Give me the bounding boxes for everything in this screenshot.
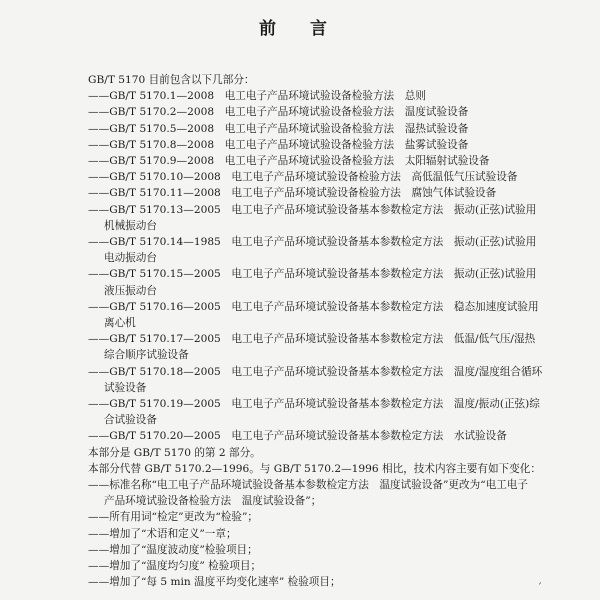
standard-title: 电工电子产品环境试验设备基本参数检定方法 振动(正弦)试验用	[231, 268, 537, 281]
corner-mark: ˊ	[537, 583, 542, 594]
standard-item	[88, 331, 536, 347]
standard-number: ——GB/T 5170.1—2008	[88, 90, 215, 103]
standard-title: 电工电子产品环境试验设备基本参数检定方法 温度/湿度组合循环	[231, 365, 543, 378]
standard-item	[88, 202, 537, 218]
standard-item	[88, 153, 528, 169]
standard-title: 电工电子产品环境试验设备检验方法 盐雾试验设备	[224, 138, 469, 151]
standard-title: 电工电子产品环境试验设备基本参数检定方法 低温/低气压/湿热	[231, 333, 536, 346]
intro-line: GB/T 5170 目前包含以下几部分：	[88, 74, 255, 86]
standard-title: 电工电子产品环境试验设备检验方法 总则	[224, 90, 426, 103]
change-item: ——增加了“每 5 min 温度平均变化速率” 检验项目；	[88, 576, 341, 589]
standard-title: 电工电子产品环境试验设备基本参数检定方法 稳态加速度试验用	[231, 300, 539, 313]
standard-number: ——GB/T 5170.18—2005	[88, 365, 221, 378]
standard-number: ——GB/T 5170.11—2008	[88, 187, 221, 200]
standard-title-continuation: 液压振动台	[104, 284, 157, 297]
standard-item	[88, 104, 528, 120]
standard-item	[88, 396, 540, 412]
standard-title-continuation: 机械振动台	[104, 219, 157, 232]
part-note: 本部分是 GB/T 5170 的第 2 部分。	[88, 446, 261, 459]
standard-number: ——GB/T 5170.20—2005	[88, 430, 221, 443]
standard-item	[88, 185, 528, 201]
page-title: 前 言	[259, 19, 341, 39]
standard-item	[88, 137, 528, 153]
standard-title: 电工电子产品环境试验设备检验方法 太阳辐射试验设备	[224, 155, 490, 168]
standard-number: ——GB/T 5170.5—2008	[88, 122, 215, 135]
standard-item	[88, 299, 539, 315]
standard-item	[88, 266, 537, 282]
standard-title: 电工电子产品环境试验设备基本参数检定方法 温度/振动(正弦)综	[231, 398, 540, 411]
standards-list	[88, 88, 543, 444]
change-item-continuation: 产品环境试验设备检验方法 温度试验设备”；	[104, 495, 322, 508]
standard-number: ——GB/T 5170.2—2008	[88, 106, 215, 119]
standard-title-continuation: 合试验设备	[104, 414, 157, 427]
standard-item	[88, 234, 537, 250]
standard-title-continuation: 离心机	[104, 317, 136, 330]
standard-number: ——GB/T 5170.9—2008	[88, 155, 215, 168]
standard-title: 电工电子产品环境试验设备检验方法 腐蚀气体试验设备	[231, 187, 497, 200]
standard-title: 电工电子产品环境试验设备检验方法 湿热试验设备	[224, 122, 469, 135]
standard-number: ——GB/T 5170.14—1985	[88, 236, 221, 249]
standard-number: ——GB/T 5170.19—2005	[88, 398, 221, 411]
standard-title: 电工电子产品环境试验设备基本参数检定方法 振动(正弦)试验用	[231, 236, 537, 249]
standard-item	[88, 88, 528, 104]
standard-number: ——GB/T 5170.13—2005	[88, 203, 221, 216]
standard-title-continuation: 试验设备	[104, 381, 147, 394]
change-item: ——增加了“术语和定义”一章；	[88, 527, 237, 540]
standard-number: ——GB/T 5170.16—2005	[88, 300, 221, 313]
standard-number: ——GB/T 5170.17—2005	[88, 333, 221, 346]
standard-number: ——GB/T 5170.15—2005	[88, 268, 221, 281]
standard-title: 电工电子产品环境试验设备检验方法 温度试验设备	[224, 106, 469, 119]
change-item: ——标准名称“电工电子产品环境试验设备基本参数检定方法 温度试验设备”更改为“电工电子	[88, 479, 528, 492]
standard-title: 电工电子产品环境试验设备检验方法 高低温低气压试验设备	[231, 171, 518, 184]
standard-number: ——GB/T 5170.10—2008	[88, 171, 221, 184]
change-item: ——所有用词“检定”更改为“检验”；	[88, 511, 258, 524]
standard-title-continuation: 综合顺序试验设备	[104, 349, 189, 362]
standard-item	[88, 121, 528, 137]
standard-number: ——GB/T 5170.8—2008	[88, 138, 215, 151]
standard-item	[88, 428, 528, 444]
change-item: ——增加了“温度均匀度” 检验项目；	[88, 560, 262, 573]
replace-note: 本部分代替 GB/T 5170.2—1996。与 GB/T 5170.2—1996 相比，技术内容主要有如下变化：	[88, 462, 541, 475]
standard-title: 电工电子产品环境试验设备基本参数检定方法 水试验设备	[231, 430, 507, 443]
change-item: ——增加了“温度波动度”检验项目；	[88, 543, 258, 556]
standard-title: 电工电子产品环境试验设备基本参数检定方法 振动(正弦)试验用	[231, 203, 537, 216]
standard-title-continuation: 电动振动台	[104, 252, 157, 265]
changes-list	[88, 477, 528, 590]
body-text	[88, 72, 543, 591]
standard-item	[88, 364, 543, 380]
standard-item	[88, 169, 528, 185]
